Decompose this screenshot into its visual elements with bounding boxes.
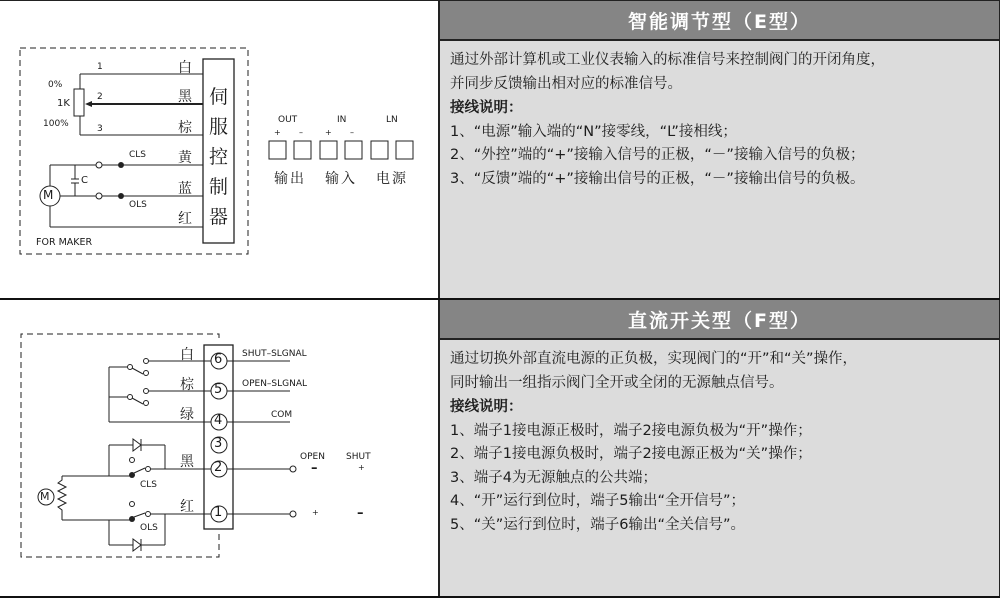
terminal-6-label: 6 — [214, 352, 223, 367]
in-minus-sign: – — [350, 128, 354, 137]
ols-label: OLS — [129, 200, 147, 210]
open-signal-label: OPEN–SLGNAL — [242, 379, 308, 389]
e-type-title: 智能调节型（E型） — [440, 1, 999, 41]
ols-label: OLS — [140, 523, 158, 533]
e-type-row — [0, 0, 1000, 298]
terminal-caption-output: 输出 — [274, 171, 306, 187]
e-type-description-line: 并同步反馈输出相对应的标准信号。 — [450, 75, 682, 92]
out-minus-sign: – — [299, 128, 303, 137]
wire-color-white: 白 — [180, 347, 194, 363]
in-plus-sign: + — [325, 128, 332, 137]
f-type-description-body — [440, 340, 999, 537]
e-type-description-line: 通过外部计算机或工业仪表输入的标准信号来控制阀门的开闭角度， — [450, 52, 885, 68]
pot-label-100pct: 100% — [43, 119, 69, 129]
f-type-wiring-heading: 接线说明： — [450, 399, 523, 415]
terminal-4-label: 4 — [214, 413, 223, 428]
wire-color-red: 红 — [180, 499, 194, 515]
pot-label-1k: 1K — [57, 98, 70, 109]
f-type-wiring-item: 4、“开”运行到位时，端子5输出“全开信号”； — [450, 493, 745, 509]
e-type-wiring-heading: 接线说明： — [450, 100, 523, 116]
wire-number-2: 2 — [97, 92, 103, 102]
pot-label-0pct: 0% — [48, 80, 63, 90]
wire-color-black: 黑 — [178, 89, 192, 105]
terminal-1-open-polarity: + — [312, 508, 319, 517]
wire-color-red: 红 — [178, 211, 192, 227]
wire-color-green: 绿 — [180, 407, 194, 423]
motor-label: M — [40, 490, 50, 503]
terminal-2-label: 2 — [214, 460, 223, 475]
wire-color-white: 白 — [178, 60, 192, 76]
out-plus-sign: + — [274, 128, 281, 137]
terminal-2-shut-polarity: + — [358, 463, 365, 472]
e-type-wiring-item: 2、“外控”端的“+”接输入信号的正极，“－”接输入信号的负极； — [450, 147, 865, 163]
wire-color-blue: 蓝 — [178, 181, 192, 197]
f-type-description-line: 同时输出一组指示阀门全开或全闭的无源触点信号。 — [450, 374, 784, 391]
com-label: COM — [271, 410, 293, 420]
terminal-caption-input: 输入 — [325, 171, 357, 187]
e-type-wiring-item: 3、“反馈”端的“+”接输出信号的正极，“－”接输出信号的负极。 — [450, 170, 865, 187]
e-type-description-body — [440, 41, 999, 191]
e-type-wiring-item: 1、“电源”输入端的“N”接零线，“L”接相线； — [450, 123, 737, 140]
f-type-wiring-item: 3、端子4为无源触点的公共端； — [450, 469, 657, 486]
f-type-wiring-diagram — [0, 300, 438, 596]
terminal-1-label: 1 — [214, 505, 223, 520]
f-type-row — [0, 298, 1000, 598]
terminal-group-in-label: IN — [337, 115, 347, 125]
wire-color-brown: 棕 — [178, 120, 192, 136]
servo-controller-label: 伺 服 控 制 器 — [208, 86, 228, 228]
terminal-3-label: 3 — [214, 436, 223, 451]
f-type-wiring-item: 1、端子1接电源正极时，端子2接电源负极为“开”操作； — [450, 422, 812, 439]
e-type-info-panel — [438, 1, 1000, 298]
motor-label: M — [43, 188, 54, 202]
cls-label: CLS — [129, 150, 147, 160]
capacitor-label: C — [81, 175, 88, 186]
wire-number-3: 3 — [97, 124, 103, 134]
terminal-2-open-polarity: – — [311, 461, 318, 476]
wire-color-brown: 棕 — [180, 377, 194, 393]
f-type-info-panel — [438, 300, 1000, 596]
polarity-header-shut: SHUT — [346, 452, 371, 462]
for-maker-label: FOR MAKER — [36, 237, 93, 248]
f-type-title: 直流开关型（F型） — [440, 300, 999, 340]
terminal-caption-power: 电源 — [376, 171, 408, 187]
f-type-description-line: 通过切换外部直流电源的正负极，实现阀门的“开”和“关”操作， — [450, 351, 858, 367]
polarity-header-open: OPEN — [300, 452, 325, 462]
f-type-wiring-item: 5、“关”运行到位时，端子6输出“全关信号”。 — [450, 516, 745, 533]
shut-signal-label: SHUT–SLGNAL — [242, 349, 307, 359]
terminal-group-ln-label: LN — [386, 115, 398, 125]
terminal-group-out-label: OUT — [278, 115, 298, 125]
terminal-5-label: 5 — [214, 382, 223, 397]
wire-color-yellow: 黄 — [178, 150, 192, 166]
cls-label: CLS — [140, 480, 158, 490]
terminal-1-shut-polarity: – — [357, 506, 364, 521]
f-type-wiring-item: 2、端子1接电源负极时，端子2接电源正极为“关”操作； — [450, 446, 812, 462]
wire-color-black: 黑 — [180, 454, 194, 470]
e-type-wiring-diagram — [0, 1, 438, 298]
wire-number-1: 1 — [97, 62, 103, 72]
